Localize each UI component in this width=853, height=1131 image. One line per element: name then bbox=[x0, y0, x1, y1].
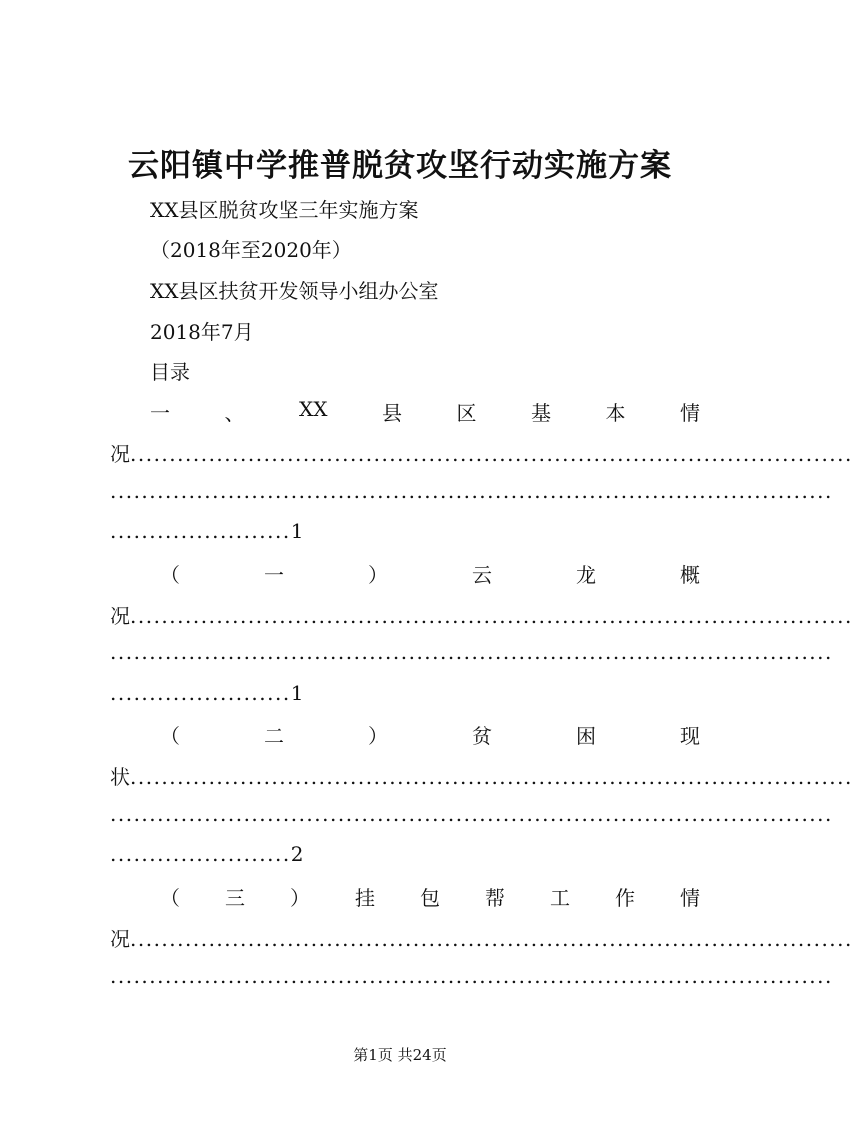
toc-char: （ bbox=[160, 563, 180, 587]
toc-leader-line: .......................2 bbox=[110, 842, 304, 866]
toc-leader-line: .......................1 bbox=[110, 519, 304, 543]
document-title: 云阳镇中学推普脱贫攻坚行动实施方案 bbox=[128, 148, 672, 184]
toc-char: 贫 bbox=[472, 724, 492, 748]
toc-leader-line: ............................................................................................ bbox=[110, 479, 833, 503]
toc-entry-heading bbox=[160, 720, 700, 749]
subtitle-line: XX县区脱贫攻坚三年实施方案 bbox=[150, 198, 419, 222]
toc-entry-heading bbox=[150, 397, 700, 426]
toc-leader-line: ............................................................................................ bbox=[110, 802, 833, 826]
toc-page-number: 2 bbox=[290, 842, 304, 866]
toc-cont-char: 况 bbox=[110, 927, 130, 951]
toc-char: 困 bbox=[576, 724, 596, 748]
toc-leader-line: 况............................................................................................ bbox=[110, 604, 853, 628]
toc-char: 、 bbox=[224, 401, 245, 425]
toc-page-number: 1 bbox=[290, 681, 304, 705]
toc-char: 基 bbox=[530, 401, 551, 425]
toc-char: 一 bbox=[264, 563, 284, 587]
toc-char: 帮 bbox=[485, 886, 505, 910]
toc-char: ） bbox=[368, 724, 388, 748]
toc-char: 情 bbox=[680, 886, 700, 910]
toc-char: 情 bbox=[679, 401, 700, 425]
toc-leader-line: .......................1 bbox=[110, 681, 304, 705]
toc-cont-char: 况 bbox=[110, 604, 130, 628]
toc-entry-heading bbox=[160, 882, 700, 911]
toc-leader-line: 状............................................................................................ bbox=[110, 765, 853, 789]
toc-char: 龙 bbox=[576, 563, 596, 587]
toc-char: 区 bbox=[456, 401, 477, 425]
toc-entry-heading bbox=[160, 559, 700, 588]
toc-char: ） bbox=[368, 563, 388, 587]
toc-leader-line: 况............................................................................................ bbox=[110, 927, 853, 951]
office-line: XX县区扶贫开发领导小组办公室 bbox=[150, 279, 439, 303]
toc-char: 包 bbox=[420, 886, 440, 910]
toc-char: 现 bbox=[680, 724, 700, 748]
toc-char: 云 bbox=[472, 563, 492, 587]
period-line: （2018年至2020年） bbox=[150, 238, 352, 262]
toc-leader-line: 况............................................................................................ bbox=[110, 442, 853, 466]
toc-cont-char: 况 bbox=[110, 442, 130, 466]
toc-char: （ bbox=[160, 724, 180, 748]
toc-char: 一 bbox=[150, 401, 170, 425]
toc-char: 挂 bbox=[355, 886, 375, 910]
toc-cont-char: 状 bbox=[110, 765, 130, 789]
page-footer: 第1页 共24页 bbox=[353, 1046, 447, 1064]
toc-char: XX bbox=[299, 397, 328, 421]
toc-char: （ bbox=[160, 886, 180, 910]
toc-leader-line: ............................................................................................ bbox=[110, 964, 833, 988]
toc-heading: 目录 bbox=[150, 360, 190, 384]
toc-char: 二 bbox=[264, 724, 284, 748]
toc-char: ） bbox=[290, 886, 310, 910]
toc-char: 工 bbox=[550, 886, 570, 910]
toc-leader-line: ............................................................................................ bbox=[110, 640, 833, 664]
toc-char: 县 bbox=[381, 401, 402, 425]
toc-char: 作 bbox=[615, 886, 635, 910]
toc-page-number: 1 bbox=[290, 519, 304, 543]
toc-char: 本 bbox=[605, 401, 626, 425]
toc-char: 三 bbox=[225, 886, 245, 910]
date-line: 2018年7月 bbox=[150, 320, 254, 344]
toc-char: 概 bbox=[680, 563, 700, 587]
